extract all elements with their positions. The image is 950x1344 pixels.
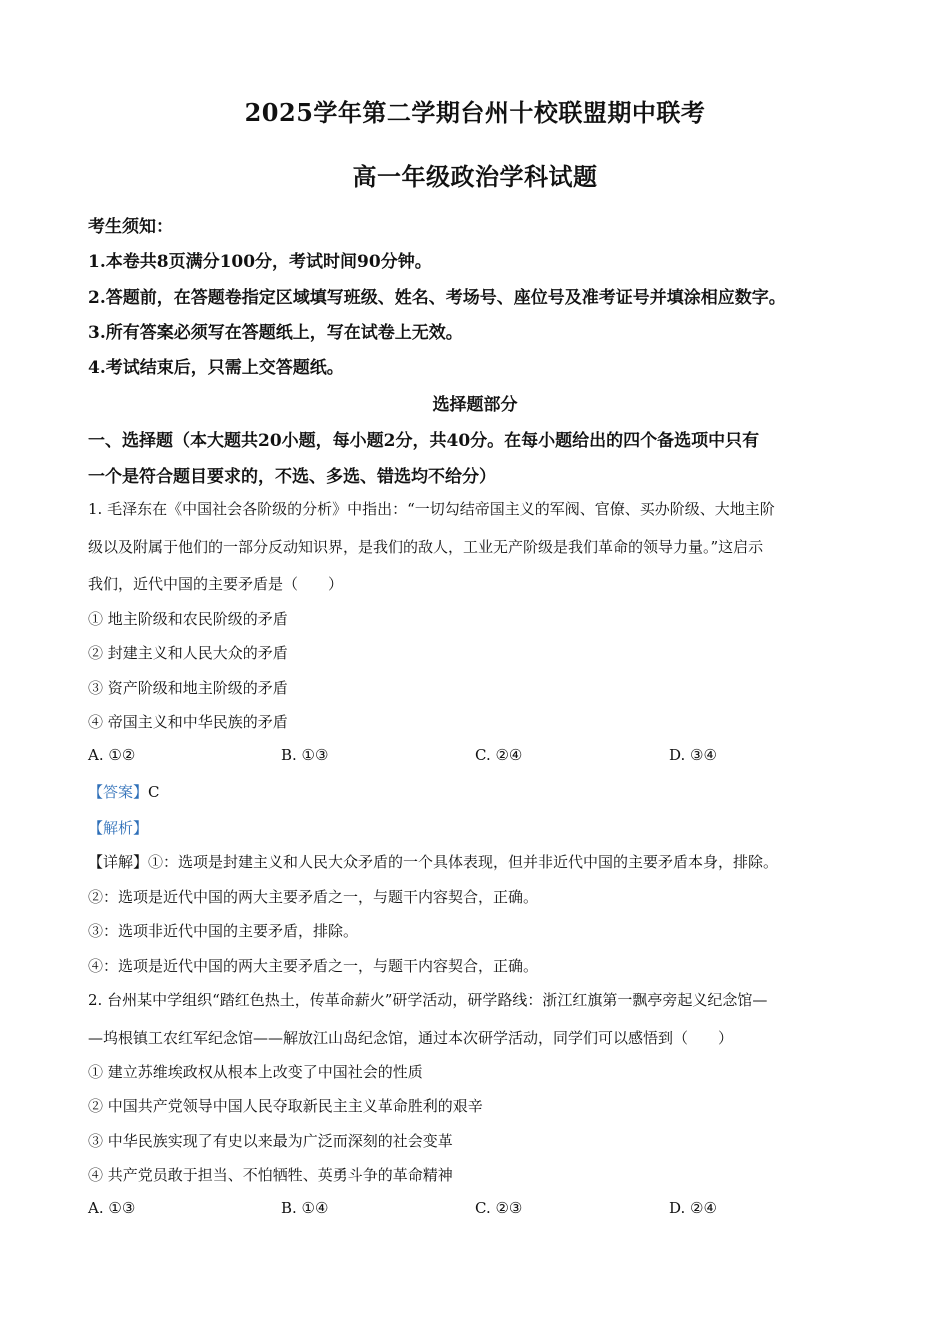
- q1-option-a: A. ①②: [88, 746, 136, 764]
- q2-option-a: A. ①③: [88, 1199, 136, 1217]
- notice-item-3: 3.所有答案必须写在答题纸上，写在试卷上无效。: [88, 323, 463, 343]
- q1-option-c: C. ②④: [475, 746, 523, 764]
- q1-detail-1: 【详解】①：选项是封建主义和人民大众矛盾的一个具体表现，但并非近代中国的主要矛盾本身，排除。: [88, 853, 779, 871]
- q1-detail-3: ③：选项非近代中国的主要矛盾，排除。: [88, 922, 359, 940]
- q2-choice-1: ① 建立苏维埃政权从根本上改变了中国社会的性质: [88, 1063, 423, 1081]
- answer-tag: 【答案】: [88, 783, 149, 801]
- notice-item-1: 1.本卷共8页满分100分，考试时间90分钟。: [88, 252, 432, 272]
- q1-stem-line-2: 级以及附属于他们的一部分反动知识界，是我们的敌人，工业无产阶级是我们革命的领导力量。”这启示: [88, 538, 764, 556]
- notice-heading: 考生须知：: [88, 217, 173, 237]
- q1-stem-line-3: 我们，近代中国的主要矛盾是（ ）: [88, 575, 344, 593]
- q1-choice-2: ② 封建主义和人民大众的矛盾: [88, 644, 288, 662]
- q2-choice-2: ② 中国共产党领导中国人民夺取新民主主义革命胜利的艰辛: [88, 1097, 483, 1115]
- section-title: 选择题部分: [432, 395, 518, 415]
- q1-choice-1: ① 地主阶级和农民阶级的矛盾: [88, 610, 288, 628]
- q2-stem-line-1: 2. 台州某中学组织“踏红色热土，传革命薪火”研学活动，研学路线：浙江红旗第一飘亭旁起义纪念馆—: [88, 991, 768, 1009]
- q2-option-d: D. ②④: [669, 1199, 717, 1217]
- q2-choice-3: ③ 中华民族实现了有史以来最为广泛而深刻的社会变革: [88, 1132, 453, 1150]
- q2-stem-line-2: —坞根镇工农红军纪念馆——解放江山岛纪念馆，通过本次研学活动，同学们可以感悟到（ ）: [88, 1029, 734, 1047]
- q2-choice-4: ④ 共产党员敢于担当、不怕牺牲、英勇斗争的革命精神: [88, 1166, 453, 1184]
- section-instruction-line-1: 一、选择题（本大题共20小题，每小题2分，共40分。在每小题给出的四个备选项中只有: [88, 431, 760, 451]
- analysis-tag: 【解析】: [88, 819, 149, 837]
- q2-option-c: C. ②③: [475, 1199, 523, 1217]
- q2-option-b: B. ①④: [281, 1199, 329, 1217]
- exam-title: 2025学年第二学期台州十校联盟期中联考: [244, 98, 706, 127]
- q1-stem-line-1: 1. 毛泽东在《中国社会各阶级的分析》中指出：“一切勾结帝国主义的军阀、官僚、买办阶级、大地主阶: [88, 500, 775, 518]
- q1-option-d: D. ③④: [669, 746, 717, 764]
- q1-answer: [88, 781, 160, 802]
- q1-option-b: B. ①③: [281, 746, 329, 764]
- q1-detail-4: ④：选项是近代中国的两大主要矛盾之一，与题干内容契合，正确。: [88, 957, 539, 975]
- q1-detail-2: ②：选项是近代中国的两大主要矛盾之一，与题干内容契合，正确。: [88, 888, 539, 906]
- section-instruction-line-2: 一个是符合题目要求的，不选、多选、错选均不给分）: [88, 467, 496, 487]
- notice-item-2: 2.答题前，在答题卷指定区域填写班级、姓名、考场号、座位号及准考证号并填涂相应数字。: [88, 288, 786, 308]
- q1-choice-3: ③ 资产阶级和地主阶级的矛盾: [88, 679, 288, 697]
- notice-item-4: 4.考试结束后，只需上交答题纸。: [88, 358, 344, 378]
- exam-subtitle: 高一年级政治学科试题: [352, 162, 598, 191]
- answer-value: C: [148, 783, 160, 801]
- q1-choice-4: ④ 帝国主义和中华民族的矛盾: [88, 713, 288, 731]
